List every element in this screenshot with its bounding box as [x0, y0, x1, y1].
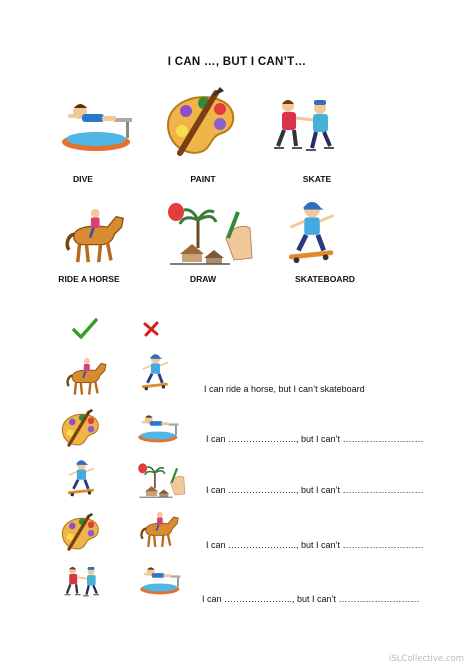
exercise-1-sentence: I can ride a horse, but I can’t skateboard [204, 384, 365, 394]
exercise-4-can-paint-palette-icon [58, 512, 102, 552]
drawing-hand-icon [164, 198, 254, 268]
vocab-label-ride-a-horse: RIDE A HORSE [58, 274, 120, 284]
horse-rider-icon [62, 202, 132, 268]
paint-palette-icon [160, 86, 240, 160]
exercise-5-sentence: I can ………………….., but I can’t ……………………… [202, 594, 420, 604]
vocab-label-skateboard: SKATEBOARD [295, 274, 355, 284]
exercise-3-sentence: I can ………………….., but I can’t ……………………… [206, 485, 424, 495]
red-cross-icon [142, 321, 160, 337]
footer-watermark: iSLCollective.com [388, 654, 464, 664]
exercise-2-cannot-diver-pool-icon [136, 410, 182, 446]
green-checkmark-icon [72, 318, 98, 340]
diver-pool-icon [58, 96, 138, 164]
worksheet-title: I CAN …, BUT I CAN’T… [167, 56, 307, 68]
exercise-1-cannot-skateboarder-icon [136, 352, 176, 392]
exercise-3-cannot-drawing-hand-icon [136, 460, 186, 500]
exercise-5-cannot-diver-pool-icon [138, 562, 184, 602]
exercise-5-can-ice-skaters-icon [60, 564, 106, 602]
vocab-label-dive: DIVE [72, 174, 94, 184]
vocab-label-skate: SKATE [302, 174, 332, 184]
exercise-2-sentence: I can ………………….., but I can’t ……………………… [206, 434, 424, 444]
ice-skaters-icon [266, 96, 346, 162]
exercise-4-sentence: I can ………………….., but I can’t ……………………… [206, 540, 424, 550]
exercise-2-can-paint-palette-icon [58, 408, 102, 448]
exercise-1-can-horse-rider-icon [64, 354, 112, 398]
vocab-label-paint: PAINT [190, 174, 216, 184]
exercise-3-can-skateboarder-icon [62, 458, 102, 498]
exercise-4-cannot-horse-rider-icon [138, 508, 184, 550]
vocab-label-draw: DRAW [189, 274, 217, 284]
skateboarder-icon [278, 198, 348, 266]
